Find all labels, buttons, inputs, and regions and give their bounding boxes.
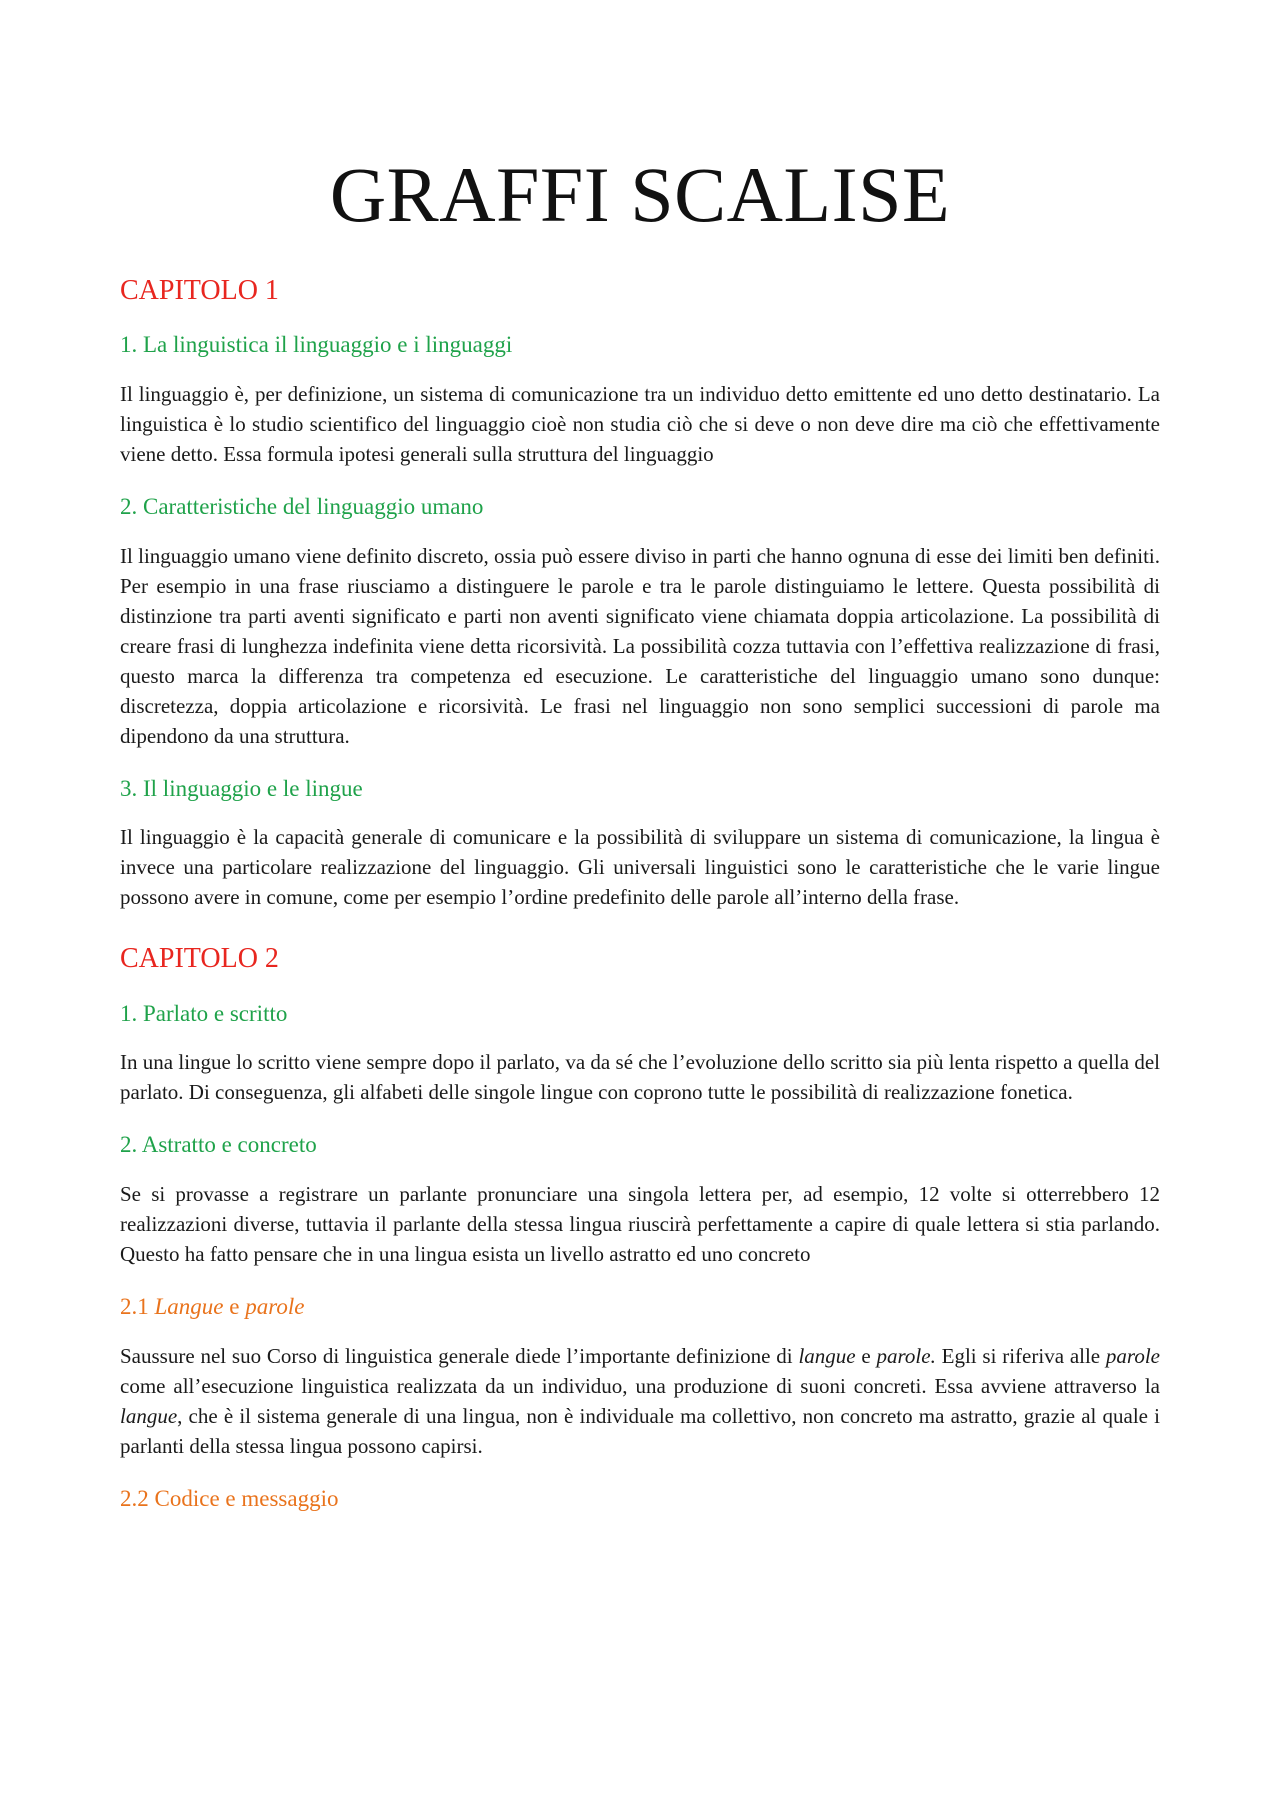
- subsection-conjunction: e: [229, 1293, 240, 1319]
- section-1-3-heading: 3. Il linguaggio e le lingue: [120, 775, 363, 801]
- paragraph-text: Saussure nel suo Corso di linguistica generale diede l’importante definizione di: [120, 1343, 799, 1368]
- term-parole: parole: [245, 1293, 305, 1319]
- chapter-1-heading: CAPITOLO 1: [120, 274, 279, 306]
- document-page: [120, 0, 1160, 1512]
- subsection-2-2-1-heading: [120, 1293, 1160, 1321]
- subsection-2-2-1-paragraph: [120, 1341, 1160, 1461]
- paragraph-text: Egli si riferiva alle: [935, 1343, 1106, 1368]
- section-1-2-heading: 2. Caratteristiche del linguaggio umano: [120, 493, 484, 519]
- section-2-1-paragraph: In una lingue lo scritto viene sempre dopo il parlato, va da sé che l’evoluzione dello scritto sia più lenta rispetto a quella del parlato. Di conseguenza, gli alfabeti delle singole lingue con coprono tutte le possibilità di realizzazione fonetica.: [120, 1050, 1160, 1105]
- subsection-number: 2.1: [120, 1293, 149, 1319]
- section-1-2-paragraph: Il linguaggio umano viene definito discreto, ossia può essere diviso in parti che hanno ognuna di esse dei limiti ben definiti. Per esempio in una frase riusciamo a distinguere le parole e tra le parole distinguiamo le lettere. Questa possibilità di distinzione tra parti aventi significato e parti non aventi significato viene chiamata doppia articolazione. La possibilità di creare frasi di lunghezza indefinita viene detta ricorsività. La possibilità cozza tuttavia con l’effettiva realizzazione di frasi, questo marca la differenza tra competenza ed esecuzione. Le caratteristiche del linguaggio umano sono dunque: discretezza, doppia articolazione e ricorsività. Le frasi nel linguaggio non sono semplici successioni di parole ma dipendono da una struttura.: [120, 543, 1160, 748]
- section-1-1-heading: 1. La linguistica il linguaggio e i linguaggi: [120, 332, 513, 358]
- paragraph-text: come all’esecuzione linguistica realizzata da un individuo, una produzione di suoni concreti. Essa avviene attraverso la: [120, 1373, 1160, 1398]
- term-langue: langue: [120, 1403, 178, 1428]
- term-langue: langue: [798, 1343, 856, 1368]
- chapter-2-heading: CAPITOLO 2: [120, 943, 279, 975]
- term-parole: parole: [1105, 1343, 1160, 1368]
- paragraph-text: , che è il sistema generale di una lingua, non è individuale ma collettivo, non concreto ma astratto, grazie al quale i parlanti della stessa lingua possono capirsi.: [120, 1403, 1160, 1458]
- section-2-2-heading: 2. Astratto e concreto: [120, 1132, 317, 1158]
- section-1-3-paragraph: Il linguaggio è la capacità generale di comunicare e la possibilità di sviluppare un sistema di comunicazione, la lingua è invece una particolare realizzazione del linguaggio. Gli universali linguistici sono le caratteristiche che le varie lingue possono avere in comune, come per esempio l’ordine predefinito delle parole all’interno della frase.: [120, 825, 1160, 910]
- document-title: GRAFFI SCALISE: [329, 151, 951, 238]
- section-1-1-paragraph: Il linguaggio è, per definizione, un sistema di comunicazione tra un individuo detto emittente ed uno detto destinatario. La linguistica è lo studio scientifico del linguaggio cioè non studia ciò che si deve o non deve dire ma ciò che effettivamente viene detto. Essa formula ipotesi generali sulla struttura del linguaggio: [120, 381, 1160, 466]
- term-langue: Langue: [154, 1293, 224, 1319]
- section-2-2-paragraph: Se si provasse a registrare un parlante pronunciare una singola lettera per, ad esempio, 12 volte si otterrebbero 12 realizzazioni diverse, tuttavia il parlante della stessa lingua riuscirà perfettamente a capire di quale lettera si stia parlando. Questo ha fatto pensare che in una lingua esista un livello astratto ed uno concreto: [120, 1181, 1160, 1266]
- paragraph-text: e: [855, 1343, 877, 1368]
- term-parole: parole.: [876, 1343, 936, 1368]
- section-2-1-heading: 1. Parlato e scritto: [120, 1000, 288, 1026]
- subsection-2-2-2-heading: 2.2 Codice e messaggio: [120, 1485, 339, 1511]
